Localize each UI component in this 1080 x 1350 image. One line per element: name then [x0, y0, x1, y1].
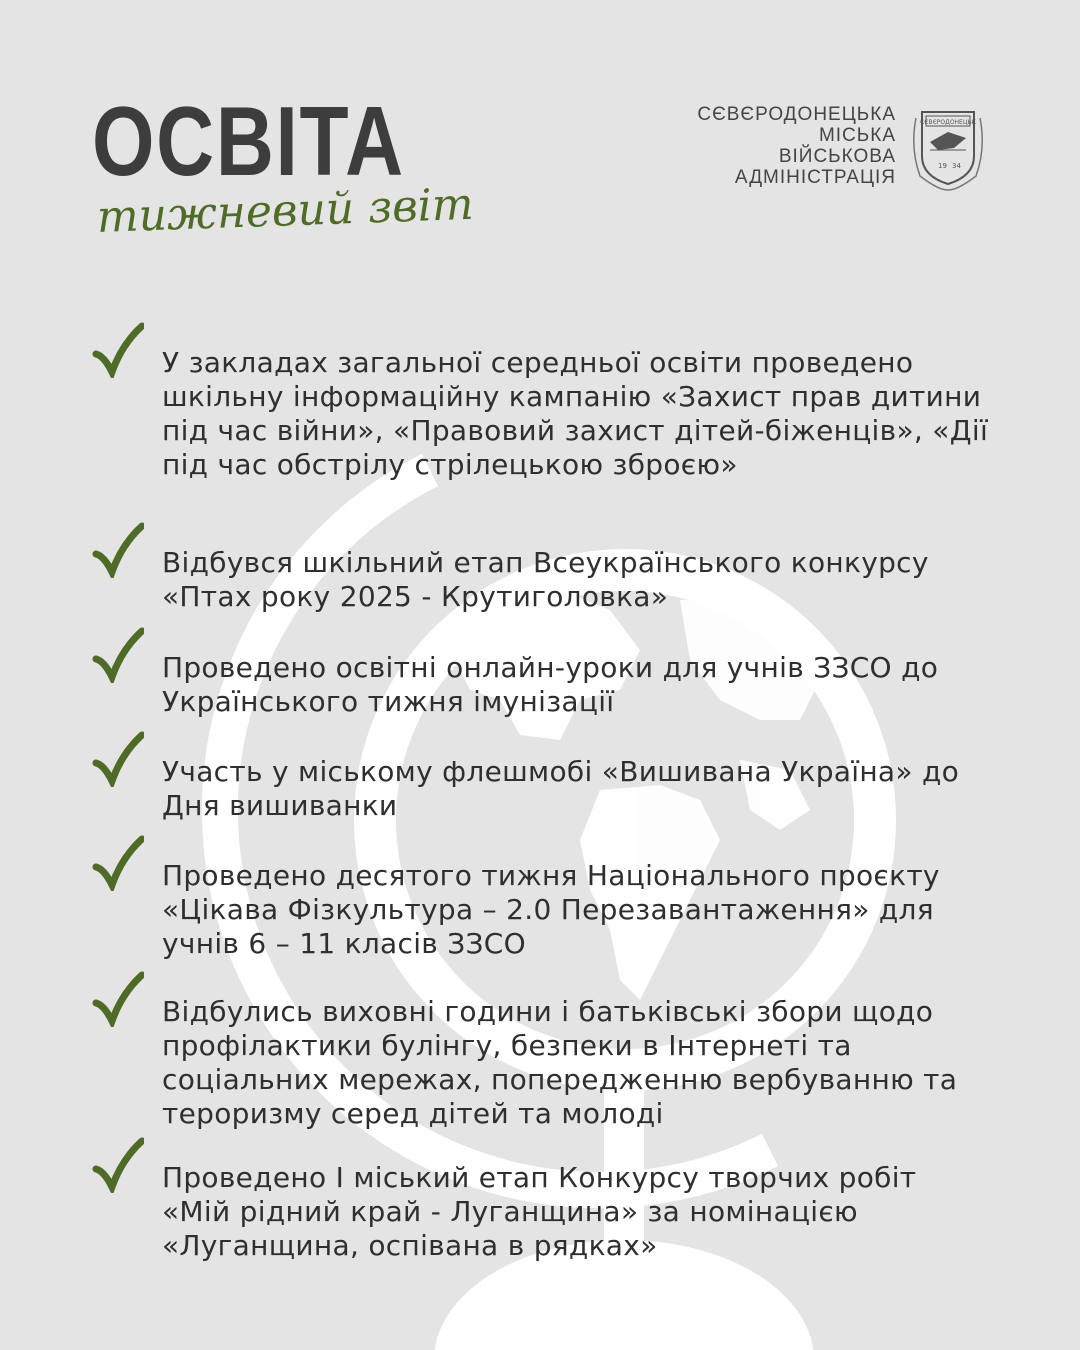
list-item-text: У закладах загальної середньої освіти проведено шкільну інформаційну кампанію «Захист прав дитини під час війни», «Правовий захист дітей-біженців», «Дії під час обстрілу стрілецькою зброєю» — [162, 346, 989, 481]
list-item-text: Відбувся шкільний етап Всеукраїнського конкурсу «Птах року 2025 - Крутиголовка» — [162, 546, 929, 613]
checkmark-icon — [92, 731, 144, 787]
svg-text:19: 19 — [938, 162, 947, 170]
org-block — [697, 104, 988, 192]
checkmark-icon — [92, 835, 144, 891]
svg-text:34: 34 — [952, 162, 961, 170]
checkmark-icon — [92, 522, 144, 578]
list-item — [92, 522, 992, 627]
org-line: ВІЙСЬКОВА — [778, 146, 896, 167]
list-item — [92, 322, 992, 522]
list-item — [92, 971, 992, 1137]
list-item-text: Проведено десятого тижня Національного проєкту «Цікава Фізкультура – 2.0 Перезавантаження» для учнів 6 – 11 класів ЗЗСО — [162, 859, 940, 960]
org-line: СЄВЄРОДОНЕЦЬКА — [697, 104, 896, 125]
page-subtitle: тижневий звіт — [96, 178, 475, 243]
list-item-text: Відбулись виховні години і батьківські збори щодо профілактики булінгу, безпеки в Інтернеті та соціальних мережах, попередженню вербуванню та тероризму серед дітей та молоді — [162, 995, 958, 1130]
checkmark-icon — [92, 322, 144, 378]
org-name — [697, 104, 896, 188]
checkmark-icon — [92, 1137, 144, 1193]
list-item — [92, 627, 992, 731]
list-item-text: Проведено освітні онлайн-уроки для учнів ЗЗСО до Українського тижня імунізації — [162, 651, 939, 718]
list-item — [92, 731, 992, 835]
list-item-text: Участь у міському флешмобі «Вишивана Україна» до Дня вишиванки — [162, 755, 960, 822]
org-line: МІСЬКА — [818, 125, 896, 146]
list-item — [92, 835, 992, 971]
svg-text:СЄВЄРОДОНЕЦЬК: СЄВЄРОДОНЕЦЬК — [920, 119, 976, 126]
checkmark-icon — [92, 971, 144, 1027]
org-line: АДМІНІСТРАЦІЯ — [734, 167, 896, 188]
coat-of-arms-icon — [908, 104, 988, 192]
page-title: ОСВІТА — [92, 86, 405, 196]
list-item — [92, 1137, 992, 1267]
checkmark-icon — [92, 627, 144, 683]
list-item-text: Проведено І міський етап Конкурсу творчих робіт «Мій рідний край - Луганщина» за номінацією «Луганщина, оспівана в рядках» — [162, 1161, 917, 1262]
report-list — [92, 322, 992, 1267]
